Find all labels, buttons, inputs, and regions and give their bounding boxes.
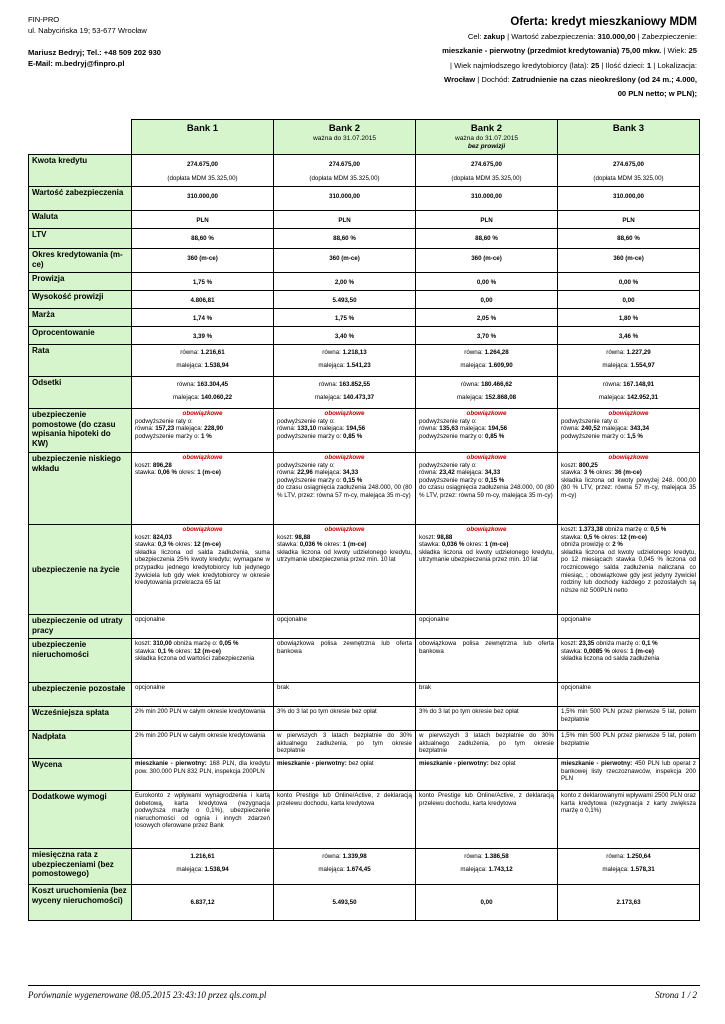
cell: 310.000,00 [274, 187, 416, 211]
cell: równa: 167.148,91 malejąca: 142.952,31 [558, 377, 700, 409]
row-label: ubezpieczenie nieruchomości [29, 639, 132, 683]
cell: obowiązkowe koszt: 98,88 stawka: 0,036 % okres: 1 (m-ce) składka liczona od kwoty udzielonego kredytu, utrzymanie ubezpieczenia przez min. 10 lat [416, 525, 558, 615]
cell: mieszkanie - pierwotny: 450 PLN lub operat z bankowej listy rzeczoznawców, inspekcja 200 PLN [558, 759, 700, 791]
footer-page-number: Strona 1 / 2 [655, 990, 697, 1000]
cell: obowiązkowe podwyższenie raty o: równa: 133,10 malejąca: 194,56 podwyższenie marży o: 0,85 % [274, 409, 416, 453]
cell: opcjonalne [274, 615, 416, 639]
cell: obowiązkowe podwyższenie raty o: równa: 240,52 malejąca: 343,34 podwyższenie marży o: 1,5 % [558, 409, 700, 453]
row-ub-zycie [29, 525, 700, 615]
cell: 274.675,00 (dopłata MDM 35.325,00) [274, 155, 416, 187]
cell: 0,00 % [416, 273, 558, 291]
bank-header-row [29, 120, 700, 155]
cell: w pierwszych 3 latach bezpłatnie do 30% aktualnego zadłużenia, po tym okresie bezpłatnie [416, 731, 558, 759]
row-waluta [29, 211, 700, 229]
cell: 3% do 3 lat po tym okresie bez opłat [274, 707, 416, 731]
row-ub-nieruchomosci [29, 639, 700, 683]
offer-summary [277, 14, 697, 101]
cell: 274.675,00 (dopłata MDM 35.325,00) [416, 155, 558, 187]
cell: konto Prestige lub Online/Active, z deklaracją przelewu dochodu, karta kredytowa [416, 791, 558, 849]
cell: 1,80 % [558, 309, 700, 327]
row-label: ubezpieczenie na życie [29, 525, 132, 615]
cell: 360 (m-ce) [416, 249, 558, 273]
cell: 0,00 [416, 885, 558, 921]
cell: 1,5% min 500 PLN przez pierwsze 5 lat, potem bezpłatnie [558, 707, 700, 731]
row-wczesniejsza-splata [29, 707, 700, 731]
row-ltv [29, 229, 700, 249]
row-label: ubezpieczenie od utraty pracy [29, 615, 132, 639]
cell: obowiązkowe koszt: 800,25 stawka: 3 % okres: 36 (m-ce) składka liczona od kwoty powyżej 248. 000,00 (80 % LTV, przez: równa 57 m-cy, malejąca 35 m-cy) [558, 453, 700, 525]
advisor-email: E-Mail: m.bedryj@finpro.pl [28, 59, 125, 68]
cell: 2% min 200 PLN w całym okresie kredytowania [132, 731, 274, 759]
cell: 5.493,50 [274, 885, 416, 921]
cell: w pierwszych 3 latach bezpłatnie do 30% aktualnego zadłużenia, po tym okresie bezpłatnie [274, 731, 416, 759]
row-label: ubezpieczenie niskiego wkładu [29, 453, 132, 525]
row-label: Odsetki [29, 377, 132, 409]
cell: brak [274, 683, 416, 707]
row-label: miesięczna rata z ubezpieczeniami (bez pomostowego) [29, 849, 132, 885]
cell: 360 (m-ce) [274, 249, 416, 273]
row-label: Wycena [29, 759, 132, 791]
cell: mieszkanie - pierwotny: 168 PLN, dla kredytu pow. 300.000 PLN 832 PLN, inspekcja 200PLN [132, 759, 274, 791]
cell: obowiązkowe koszt: 896,28 stawka: 0,06 % okres: 1 (m-ce) [132, 453, 274, 525]
cell: 3,39 % [132, 327, 274, 345]
cell: 88,60 % [416, 229, 558, 249]
cell: obowiązkowe koszt: 824,03 stawka: 0,3 % okres: 12 (m-ce) składka liczona od salda zadłużenia, suma ubezpieczenia 25% kwoty kredytu; wymagane w przypadku jednego kredytobiorcy lub jedynego żywiciela lub gdy wiek kredytobiorcy w okresie kredytowania przekracza 65 lat [132, 525, 274, 615]
row-prowizja [29, 273, 700, 291]
advisor-name-phone: Mariusz Bedryj; Tel.: +48 509 202 930 [28, 48, 162, 57]
row-label: Oprocentowanie [29, 327, 132, 345]
cell: obowiązkowe koszt: 98,88 stawka: 0,036 % okres: 1 (m-ce) składka liczona od kwoty udzielonego kredytu, utrzymanie ubezpieczenia przez min. 10 lat [274, 525, 416, 615]
cell: brak [416, 683, 558, 707]
row-miesieczna-rata [29, 849, 700, 885]
cell: 310.000,00 [132, 187, 274, 211]
cell: 1,75 % [274, 309, 416, 327]
cell: 3,40 % [274, 327, 416, 345]
cell: równa: 163.304,45 malejąca: 140.060,22 [132, 377, 274, 409]
row-marza [29, 309, 700, 327]
cell: opcjonalne [558, 615, 700, 639]
row-label: Wartość zabezpieczenia [29, 187, 132, 211]
cell: PLN [416, 211, 558, 229]
bank-header: Bank 2 ważna do 31.07.2015 bez prowizji [416, 120, 558, 155]
cell: 0,00 [416, 291, 558, 309]
cell: Eurokonto z wpływami wynagrodzenia i kartą debetową, karta kredytowa (rezygnacja podwyższa marżę o 0,1%), ubezpieczenie nieruchomości od ognia i innych zdarzeń losowych oferowane przez Bank [132, 791, 274, 849]
row-label: Kwota kredytu [29, 155, 132, 187]
cell: 4.806,81 [132, 291, 274, 309]
cell: obowiązkowe podwyższenie raty o: równa: 157,23 malejąca: 228,90 podwyższenie marży o: 1 % [132, 409, 274, 453]
cell: 3% do 3 lat po tym okresie bez opłat [416, 707, 558, 731]
row-label: Prowizja [29, 273, 132, 291]
bank-header: Bank 3 [558, 120, 700, 155]
cell: 0,00 % [558, 273, 700, 291]
row-wartosc [29, 187, 700, 211]
row-koszt-uruchomienia [29, 885, 700, 921]
cell: równa: 1.227,29 malejąca: 1.554,97 [558, 345, 700, 377]
cell: równa: 1.218,13 malejąca: 1.541,23 [274, 345, 416, 377]
offer-line-4: Wrocław | Dochód: Zatrudnienie na czas nieokreślony (od 24 m.; 4.000, [444, 74, 697, 84]
cell: równa: 1.339,98 malejąca: 1.674,45 [274, 849, 416, 885]
comparison-table [28, 119, 700, 921]
cell: mieszkanie - pierwotny: bez opłat [416, 759, 558, 791]
offer-line-3: | Wiek najmłodszego kredytobiorcy (lata): 25 | Ilość dzieci: 1 | Lokalizacja: [450, 60, 697, 70]
row-label: Dodatkowe wymogi [29, 791, 132, 849]
row-wycena [29, 759, 700, 791]
row-ub-wklad [29, 453, 700, 525]
company-name: FIN-PRO [28, 15, 60, 24]
row-label: Wysokość prowizji [29, 291, 132, 309]
row-kwota [29, 155, 700, 187]
corner-cell [29, 120, 132, 155]
cell: PLN [558, 211, 700, 229]
cell: obowiązkowe podwyższenie raty o: równa: 135,63 malejąca: 194,56 podwyższenie marży o: 0,85 % [416, 409, 558, 453]
row-label: Okres kredytowania (m-ce) [29, 249, 132, 273]
cell: 360 (m-ce) [558, 249, 700, 273]
row-label: ubezpieczenie pomostowe (do czasu wpisania hipoteki do KW) [29, 409, 132, 453]
cell: 2,00 % [274, 273, 416, 291]
advisor-info [28, 14, 161, 69]
cell: opcjonalne [558, 683, 700, 707]
cell: koszt: 23,35 obniża marżę o: 0,1 % stawka: 0,0085 % okres: 1 (m-ce) składka liczona od salda zadłużenia [558, 639, 700, 683]
cell: 1,75 % [132, 273, 274, 291]
row-label: Marża [29, 309, 132, 327]
offer-line-2: mieszkanie - pierwotny (przedmiot kredytowania) 75,00 mkw. | Wiek: 25 [442, 46, 697, 56]
cell: 310.000,00 [416, 187, 558, 211]
cell: 1,74 % [132, 309, 274, 327]
cell: 3,46 % [558, 327, 700, 345]
cell: PLN [274, 211, 416, 229]
footer-generated: Porównanie wygenerowane 08.05.2015 23:43:10 przez qls.com.pl [28, 990, 267, 1000]
company-address: ul. Nabycińska 19; 53-677 Wrocław [28, 26, 147, 35]
row-label: ubezpieczenie pozostałe [29, 683, 132, 707]
row-label: LTV [29, 229, 132, 249]
row-ub-pomostowe [29, 409, 700, 453]
row-label: Nadpłata [29, 731, 132, 759]
cell: obowiązkowe podwyższenie raty o: równa: 22,96 malejąca: 34,33 podwyższenie marży o: 0,15 % do czasu osiągnięcia zadłużenia 248.000, 00 (80 % LTV, przez: równa 57 m-cy, malejąca 35 m-cy) [274, 453, 416, 525]
bank-header: Bank 1 [132, 120, 274, 155]
cell: koszt: 310,00 obniża marżę o: 0,05 % stawka: 0,1 % okres: 12 (m-ce) składka liczona od wartości zabezpieczenia [132, 639, 274, 683]
cell: 2,05 % [416, 309, 558, 327]
footer-divider [28, 985, 700, 986]
cell: PLN [132, 211, 274, 229]
offer-line-1: Cel: zakup | Wartość zabezpieczenia: 310.000,00 | Zabezpieczenie: [467, 32, 697, 41]
row-dodatkowe-wymogi [29, 791, 700, 849]
cell: równa: 180.466,62 malejąca: 152.868,08 [416, 377, 558, 409]
cell: 274.675,00 (dopłata MDM 35.325,00) [558, 155, 700, 187]
cell: mieszkanie - pierwotny: bez opłat [274, 759, 416, 791]
cell: koszt: 1.373,38 obniża marżę o: 0,5 % stawka: 0,5 % okres: 12 (m-ce) obniża prowizję o: 2 % składka liczona od kwoty udzielonego kredytu, po 12 miesiącach stawka 0,045 % liczona od rocznicowego salda zadłużenia naliczana co miesiąc, ; obowiązkowe gdy jest jedyny żywiciel rodziny lub dochody każdego z pozostałych są niższe niż 500PLN netto [558, 525, 700, 615]
cell: 6.837,12 [132, 885, 274, 921]
row-ub-praca [29, 615, 700, 639]
row-label: Wcześniejsza spłata [29, 707, 132, 731]
cell: 3,70 % [416, 327, 558, 345]
cell: 1.216,61 malejąca: 1.538,94 [132, 849, 274, 885]
row-rata [29, 345, 700, 377]
cell: obowiązkowa polisa zewnętrzna lub oferta bankowa [416, 639, 558, 683]
offer-title: Oferta: kredyt mieszkaniowy MDM [510, 16, 697, 28]
cell: 2.173,63 [558, 885, 700, 921]
cell: 310.000,00 [558, 187, 700, 211]
cell: obowiązkowa polisa zewnętrzna lub oferta bankowa [274, 639, 416, 683]
cell: konto z deklarowanymi wpływami 2500 PLN oraz karta kredytowa (rezygnacja z karty zwiększa marżę o 0,1%) [558, 791, 700, 849]
cell: konto Prestige lub Online/Active, z deklaracją przelewu dochodu, karta kredytowa [274, 791, 416, 849]
offer-line-5: 00 PLN netto; w PLN); [617, 89, 697, 99]
cell: równa: 1.250,64 malejąca: 1.578,31 [558, 849, 700, 885]
row-okres [29, 249, 700, 273]
cell: obowiązkowe podwyższenie raty o: równa: 23,42 malejąca: 34,33 podwyższenie marży o: 0,15 % do czasu osiągnięcia zadłużenia 248.000, 00 (80 % LTV, przez: równa 59 m-cy, malejąca 35 m-cy) [416, 453, 558, 525]
cell: 2% min 200 PLN w całym okresie kredytowania [132, 707, 274, 731]
cell: 1,5% min 500 PLN przez pierwsze 5 lat, potem bezpłatnie [558, 731, 700, 759]
row-ub-pozostale [29, 683, 700, 707]
row-nadplata [29, 731, 700, 759]
row-oprocentowanie [29, 327, 700, 345]
row-label: Koszt uruchomienia (bez wyceny nieruchomości) [29, 885, 132, 921]
cell: opcjonalne [416, 615, 558, 639]
cell: 88,60 % [274, 229, 416, 249]
cell: równa: 1.386,58 malejąca: 1.743,12 [416, 849, 558, 885]
cell: opcjonalne [132, 683, 274, 707]
cell: równa: 1.216,61 malejąca: 1.538,94 [132, 345, 274, 377]
row-label: Waluta [29, 211, 132, 229]
cell: równa: 163.852,55 malejąca: 140.473,37 [274, 377, 416, 409]
row-wysokosc-prowizji [29, 291, 700, 309]
row-label: Rata [29, 345, 132, 377]
cell: 360 (m-ce) [132, 249, 274, 273]
cell: 88,60 % [132, 229, 274, 249]
row-odsetki [29, 377, 700, 409]
cell: 88,60 % [558, 229, 700, 249]
bank-header: Bank 2 ważna do 31.07.2015 [274, 120, 416, 155]
cell: 0,00 [558, 291, 700, 309]
cell: opcjonalne [132, 615, 274, 639]
cell: 5.493,50 [274, 291, 416, 309]
cell: 274.675,00 (dopłata MDM 35.325,00) [132, 155, 274, 187]
cell: równa: 1.264,28 malejąca: 1.609,90 [416, 345, 558, 377]
